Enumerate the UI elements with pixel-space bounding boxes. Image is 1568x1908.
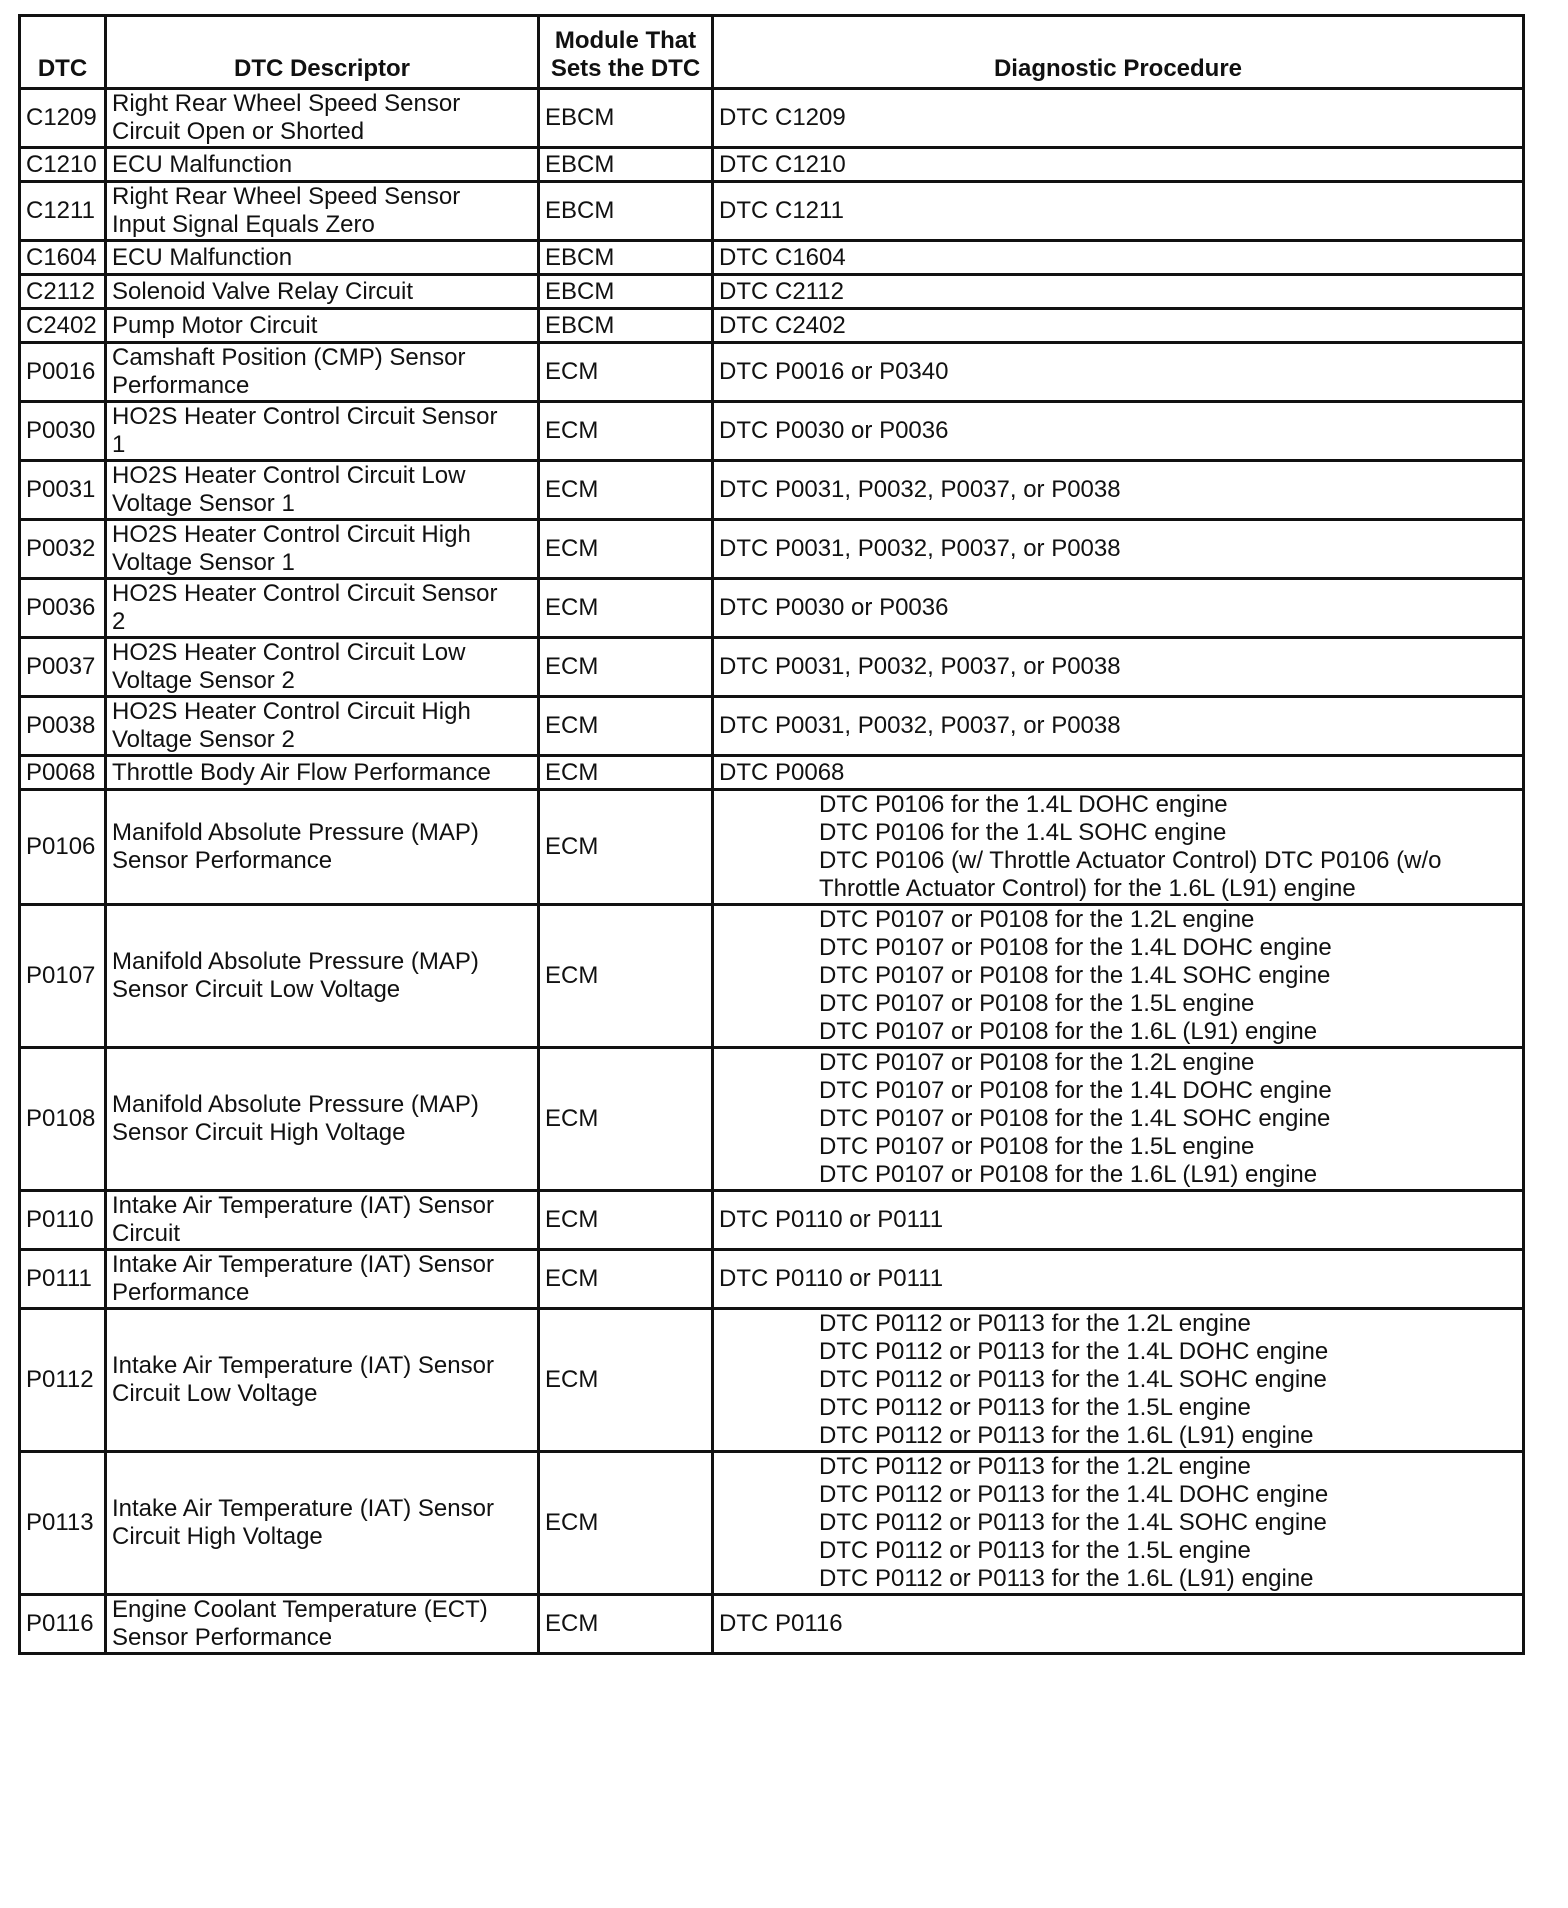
procedure-cell	[713, 343, 1524, 402]
table-row	[20, 148, 1524, 182]
dtc-descriptor	[106, 148, 539, 182]
module-cell: ECM	[539, 1452, 713, 1595]
descriptor-line: HO2S Heater Control Circuit Sensor	[112, 403, 498, 430]
module-cell: ECM	[539, 638, 713, 697]
procedure-line: DTC P0107 or P0108 for the 1.5L engine	[819, 990, 1255, 1017]
table-row	[20, 241, 1524, 275]
procedure-line: DTC P0031, P0032, P0037, or P0038	[719, 653, 1121, 680]
header-descriptor: DTC Descriptor	[106, 16, 539, 89]
procedure-line: DTC P0112 or P0113 for the 1.4L DOHC engine	[819, 1338, 1329, 1365]
table-row	[20, 402, 1524, 461]
module-cell: ECM	[539, 756, 713, 790]
procedure-line: DTC P0107 or P0108 for the 1.4L SOHC engine	[819, 962, 1331, 989]
module-cell: EBCM	[539, 309, 713, 343]
module-cell: EBCM	[539, 241, 713, 275]
table-row	[20, 790, 1524, 905]
procedure-cell	[713, 275, 1524, 309]
procedure-line: DTC P0107 or P0108 for the 1.2L engine	[819, 1049, 1255, 1076]
header-module	[539, 16, 713, 89]
descriptor-line: HO2S Heater Control Circuit Low	[112, 639, 466, 666]
dtc-code: P0030	[20, 402, 106, 461]
module-cell: ECM	[539, 790, 713, 905]
procedure-line: DTC P0107 or P0108 for the 1.4L DOHC engine	[819, 934, 1332, 961]
descriptor-line: Sensor Performance	[112, 847, 333, 874]
descriptor-line: Manifold Absolute Pressure (MAP)	[112, 819, 479, 846]
table-row	[20, 461, 1524, 520]
descriptor-line: HO2S Heater Control Circuit Sensor	[112, 580, 498, 607]
descriptor-line: Intake Air Temperature (IAT) Sensor	[112, 1495, 494, 1522]
table-row	[20, 275, 1524, 309]
descriptor-line: Engine Coolant Temperature (ECT)	[112, 1596, 488, 1623]
table-row	[20, 697, 1524, 756]
procedure-cell	[713, 756, 1524, 790]
dtc-descriptor	[106, 697, 539, 756]
table-row	[20, 1309, 1524, 1452]
procedure-cell	[713, 309, 1524, 343]
descriptor-line: Intake Air Temperature (IAT) Sensor	[112, 1192, 494, 1219]
descriptor-line: Right Rear Wheel Speed Sensor	[112, 183, 461, 210]
table-row	[20, 1191, 1524, 1250]
descriptor-line: Solenoid Valve Relay Circuit	[112, 277, 414, 305]
procedure-line: DTC P0112 or P0113 for the 1.4L SOHC engine	[819, 1509, 1327, 1536]
dtc-descriptor	[106, 343, 539, 402]
procedure-line: DTC P0030 or P0036	[719, 594, 949, 621]
descriptor-line: Circuit	[112, 1220, 181, 1247]
descriptor-line: HO2S Heater Control Circuit Low	[112, 462, 466, 489]
dtc-code: P0036	[20, 579, 106, 638]
procedure-cell	[713, 402, 1524, 461]
dtc-code: P0016	[20, 343, 106, 402]
procedure-line: DTC P0110 or P0111	[719, 1206, 944, 1233]
procedure-line: DTC C1209	[719, 104, 846, 131]
table-row	[20, 520, 1524, 579]
table-row	[20, 1452, 1524, 1595]
procedure-line: Throttle Actuator Control) for the 1.6L (L91) engine	[819, 875, 1356, 902]
descriptor-line: Manifold Absolute Pressure (MAP)	[112, 1091, 479, 1118]
table-row	[20, 1250, 1524, 1309]
dtc-descriptor	[106, 905, 539, 1048]
procedure-line: DTC P0030 or P0036	[719, 417, 949, 444]
procedure-cell	[713, 241, 1524, 275]
procedure-line: DTC P0112 or P0113 for the 1.6L (L91) engine	[819, 1565, 1314, 1592]
dtc-code: C1604	[20, 241, 106, 275]
module-cell: ECM	[539, 1191, 713, 1250]
header-row	[20, 16, 1524, 89]
dtc-descriptor	[106, 182, 539, 241]
descriptor-line: Voltage Sensor 2	[112, 726, 295, 753]
table-row	[20, 1595, 1524, 1654]
dtc-code: P0111	[20, 1250, 106, 1309]
dtc-descriptor	[106, 1191, 539, 1250]
descriptor-line: HO2S Heater Control Circuit High	[112, 698, 471, 725]
descriptor-line: Circuit High Voltage	[112, 1523, 323, 1550]
procedure-cell	[713, 89, 1524, 148]
dtc-descriptor	[106, 1309, 539, 1452]
module-cell: ECM	[539, 402, 713, 461]
dtc-descriptor	[106, 461, 539, 520]
descriptor-line: Pump Motor Circuit	[112, 311, 318, 339]
table-row	[20, 905, 1524, 1048]
descriptor-line: Right Rear Wheel Speed Sensor	[112, 90, 461, 117]
procedure-cell	[713, 182, 1524, 241]
dtc-code: P0108	[20, 1048, 106, 1191]
table-row	[20, 579, 1524, 638]
dtc-descriptor	[106, 89, 539, 148]
descriptor-line: ECU Malfunction	[112, 150, 293, 178]
header-procedure: Diagnostic Procedure	[713, 16, 1524, 89]
procedure-cell	[713, 1309, 1524, 1452]
dtc-code: P0107	[20, 905, 106, 1048]
procedure-line: DTC P0116	[719, 1610, 843, 1637]
descriptor-line: Voltage Sensor 2	[112, 667, 295, 694]
procedure-line: DTC P0110 or P0111	[719, 1265, 944, 1292]
dtc-descriptor	[106, 638, 539, 697]
descriptor-line: Voltage Sensor 1	[112, 549, 295, 576]
procedure-cell	[713, 1191, 1524, 1250]
module-cell: EBCM	[539, 275, 713, 309]
table-row	[20, 756, 1524, 790]
procedure-cell	[713, 1452, 1524, 1595]
module-cell: ECM	[539, 520, 713, 579]
header-dtc: DTC	[20, 16, 106, 89]
procedure-cell	[713, 1048, 1524, 1191]
header-module-line2: Sets the DTC	[550, 55, 701, 82]
procedure-line: DTC C1604	[719, 243, 846, 271]
descriptor-line: Performance	[112, 1279, 250, 1306]
descriptor-line: Manifold Absolute Pressure (MAP)	[112, 948, 479, 975]
descriptor-line: Circuit Low Voltage	[112, 1380, 318, 1407]
procedure-line: DTC P0106 for the 1.4L DOHC engine	[819, 791, 1228, 818]
procedure-line: DTC P0107 or P0108 for the 1.2L engine	[819, 906, 1255, 933]
table-row	[20, 638, 1524, 697]
procedure-line: DTC P0068	[719, 758, 845, 786]
table-row	[20, 89, 1524, 148]
module-cell: EBCM	[539, 182, 713, 241]
descriptor-line: HO2S Heater Control Circuit High	[112, 521, 471, 548]
procedure-cell	[713, 1595, 1524, 1654]
dtc-descriptor	[106, 275, 539, 309]
procedure-line: DTC C2112	[719, 277, 844, 305]
module-cell: ECM	[539, 905, 713, 1048]
dtc-code: P0037	[20, 638, 106, 697]
module-cell: ECM	[539, 697, 713, 756]
descriptor-line: Throttle Body Air Flow Performance	[112, 758, 491, 786]
descriptor-line: Camshaft Position (CMP) Sensor	[112, 344, 466, 371]
dtc-code: P0031	[20, 461, 106, 520]
descriptor-line: Intake Air Temperature (IAT) Sensor	[112, 1251, 494, 1278]
module-cell: ECM	[539, 579, 713, 638]
procedure-line: DTC P0107 or P0108 for the 1.6L (L91) engine	[819, 1018, 1318, 1045]
dtc-descriptor	[106, 790, 539, 905]
dtc-code: C1211	[20, 182, 106, 241]
procedure-cell	[713, 790, 1524, 905]
procedure-line: DTC C1210	[719, 150, 846, 178]
procedure-cell	[713, 905, 1524, 1048]
table-row	[20, 1048, 1524, 1191]
dtc-code: P0068	[20, 756, 106, 790]
procedure-line: DTC P0107 or P0108 for the 1.6L (L91) engine	[819, 1161, 1318, 1188]
procedure-line: DTC P0112 or P0113 for the 1.2L engine	[819, 1453, 1251, 1480]
dtc-descriptor	[106, 1452, 539, 1595]
dtc-document	[18, 14, 1525, 1655]
dtc-code: P0112	[20, 1309, 106, 1452]
procedure-line: DTC P0016 or P0340	[719, 358, 949, 385]
procedure-line: DTC P0107 or P0108 for the 1.5L engine	[819, 1133, 1255, 1160]
procedure-line: DTC P0112 or P0113 for the 1.6L (L91) engine	[819, 1422, 1314, 1449]
descriptor-line: Sensor Circuit Low Voltage	[112, 976, 401, 1003]
descriptor-line: 1	[112, 431, 126, 458]
procedure-line: DTC P0112 or P0113 for the 1.4L SOHC engine	[819, 1366, 1327, 1393]
dtc-descriptor	[106, 520, 539, 579]
dtc-table-body	[20, 89, 1524, 1654]
descriptor-line: Voltage Sensor 1	[112, 490, 295, 517]
table-row	[20, 182, 1524, 241]
module-cell: EBCM	[539, 148, 713, 182]
dtc-code: P0038	[20, 697, 106, 756]
module-cell: ECM	[539, 1595, 713, 1654]
procedure-line: DTC P0107 or P0108 for the 1.4L DOHC engine	[819, 1077, 1332, 1104]
dtc-descriptor	[106, 1250, 539, 1309]
dtc-code: P0110	[20, 1191, 106, 1250]
procedure-line: DTC P0112 or P0113 for the 1.5L engine	[819, 1394, 1251, 1421]
procedure-cell	[713, 148, 1524, 182]
procedure-line: DTC P0031, P0032, P0037, or P0038	[719, 476, 1121, 503]
descriptor-line: Input Signal Equals Zero	[112, 211, 375, 238]
descriptor-line: Intake Air Temperature (IAT) Sensor	[112, 1352, 494, 1379]
dtc-table	[18, 14, 1525, 1655]
dtc-descriptor	[106, 1595, 539, 1654]
procedure-line: DTC P0106 (w/ Throttle Actuator Control) DTC P0106 (w/o	[819, 847, 1442, 874]
dtc-code: C1209	[20, 89, 106, 148]
module-cell: ECM	[539, 1048, 713, 1191]
dtc-descriptor	[106, 756, 539, 790]
procedure-line: DTC P0107 or P0108 for the 1.4L SOHC engine	[819, 1105, 1331, 1132]
procedure-line: DTC P0112 or P0113 for the 1.4L DOHC engine	[819, 1481, 1329, 1508]
procedure-cell	[713, 520, 1524, 579]
dtc-descriptor	[106, 402, 539, 461]
procedure-cell	[713, 638, 1524, 697]
procedure-cell	[713, 579, 1524, 638]
module-cell: ECM	[539, 343, 713, 402]
module-cell: ECM	[539, 1250, 713, 1309]
header-module-line1: Module That	[554, 27, 697, 54]
procedure-cell	[713, 697, 1524, 756]
procedure-line: DTC C1211	[719, 197, 844, 224]
module-cell: EBCM	[539, 89, 713, 148]
table-row	[20, 309, 1524, 343]
procedure-cell	[713, 1250, 1524, 1309]
module-cell: ECM	[539, 461, 713, 520]
procedure-cell	[713, 461, 1524, 520]
descriptor-line: Sensor Performance	[112, 1624, 333, 1651]
procedure-line: DTC P0112 or P0113 for the 1.2L engine	[819, 1310, 1251, 1337]
dtc-code: P0106	[20, 790, 106, 905]
dtc-code: C2112	[20, 275, 106, 309]
dtc-descriptor	[106, 579, 539, 638]
descriptor-line: ECU Malfunction	[112, 243, 293, 271]
dtc-descriptor	[106, 1048, 539, 1191]
procedure-line: DTC C2402	[719, 311, 846, 339]
descriptor-line: Sensor Circuit High Voltage	[112, 1119, 406, 1146]
dtc-descriptor	[106, 309, 539, 343]
descriptor-line: 2	[112, 608, 126, 635]
descriptor-line: Performance	[112, 372, 250, 399]
dtc-code: P0113	[20, 1452, 106, 1595]
procedure-line: DTC P0031, P0032, P0037, or P0038	[719, 712, 1121, 739]
procedure-line: DTC P0112 or P0113 for the 1.5L engine	[819, 1537, 1251, 1564]
procedure-line: DTC P0031, P0032, P0037, or P0038	[719, 535, 1121, 562]
module-cell: ECM	[539, 1309, 713, 1452]
descriptor-line: Circuit Open or Shorted	[112, 118, 365, 145]
dtc-code: C2402	[20, 309, 106, 343]
table-row	[20, 343, 1524, 402]
dtc-descriptor	[106, 241, 539, 275]
procedure-line: DTC P0106 for the 1.4L SOHC engine	[819, 819, 1227, 846]
dtc-code: C1210	[20, 148, 106, 182]
dtc-code: P0032	[20, 520, 106, 579]
dtc-code: P0116	[20, 1595, 106, 1654]
